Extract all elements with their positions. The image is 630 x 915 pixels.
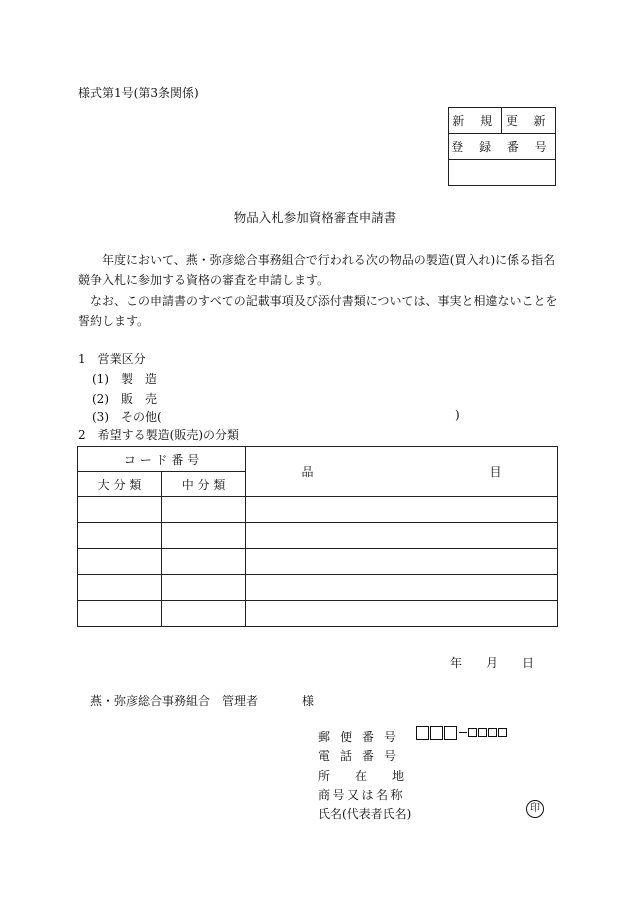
document-title: 物品入札参加資格審査申請書	[233, 210, 397, 225]
other-close-paren: )	[455, 408, 460, 422]
large-category-cell[interactable]	[78, 575, 162, 601]
date-month: 月	[486, 656, 499, 670]
postal-dash	[459, 732, 467, 733]
seal-mark-icon: 印	[526, 800, 544, 818]
phone-label: 電話番号	[318, 749, 407, 763]
form-number: 様式第1号(第3条関係)	[78, 86, 199, 100]
item-cell[interactable]	[246, 549, 558, 575]
addressee: 燕・弥彦総合事務組合 管理者	[90, 694, 259, 708]
code-number-header: コ ー ド 番 号	[78, 447, 246, 472]
table-row	[78, 601, 558, 627]
medium-category-cell[interactable]	[162, 601, 246, 627]
date-day: 日	[522, 656, 535, 670]
large-category-header: 大 分 類	[78, 472, 162, 497]
address-label: 所在地	[318, 769, 430, 783]
postal-digit-box	[444, 726, 457, 740]
medium-category-cell[interactable]	[162, 549, 246, 575]
registration-box	[448, 107, 556, 186]
table-row	[78, 575, 558, 601]
registration-number-label: 登 録 番 号	[449, 134, 556, 160]
item-cell[interactable]	[246, 497, 558, 523]
section2-heading: 2 希望する製造(販売)の分類	[78, 428, 239, 442]
representative-label: 氏名(代表者氏名)	[318, 807, 412, 821]
business-type-other: (3) その他(	[92, 410, 162, 424]
medium-category-cell[interactable]	[162, 575, 246, 601]
item-cell[interactable]	[246, 523, 558, 549]
item-header-left: 品	[301, 465, 314, 479]
postal-digit-box	[498, 728, 507, 737]
postal-digit-box	[478, 728, 487, 737]
table-row	[78, 549, 558, 575]
business-type-manufacture: (1) 製 造	[92, 372, 157, 386]
large-category-cell[interactable]	[78, 601, 162, 627]
postal-digit-box	[416, 726, 429, 740]
item-cell[interactable]	[246, 575, 558, 601]
medium-category-header: 中 分 類	[162, 472, 246, 497]
medium-category-cell[interactable]	[162, 497, 246, 523]
item-header	[246, 447, 558, 497]
classification-table	[77, 446, 558, 627]
postal-digit-box	[488, 728, 497, 737]
postal-digit-box	[468, 728, 477, 737]
registration-number-field[interactable]	[449, 160, 556, 186]
company-name-label: 商号又は名称	[318, 788, 406, 802]
renew-registration-cell: 更 新	[502, 108, 556, 134]
item-header-right: 目	[489, 465, 502, 479]
application-paragraph: 年度において、燕・弥彦総合事務組合で行われる次の物品の製造(買入れ)に係る指名競争入札に参加する資格の審査を申請します。	[78, 253, 556, 287]
postal-code-field[interactable]	[416, 725, 508, 740]
date-year: 年	[450, 656, 463, 670]
table-row	[78, 523, 558, 549]
medium-category-cell[interactable]	[162, 523, 246, 549]
postal-label: 郵便番号	[318, 730, 407, 744]
large-category-cell[interactable]	[78, 523, 162, 549]
large-category-cell[interactable]	[78, 497, 162, 523]
pledge-paragraph: なお、この申請書のすべての記載事項及び添付書類については、事実と相違ないことを誓約します。	[78, 294, 558, 328]
large-category-cell[interactable]	[78, 549, 162, 575]
table-row	[78, 497, 558, 523]
section1-heading: 1 営業区分	[78, 352, 146, 366]
business-type-sales: (2) 販 売	[92, 392, 157, 406]
new-registration-cell: 新 規	[449, 108, 502, 134]
postal-digit-box	[430, 726, 443, 740]
item-cell[interactable]	[246, 601, 558, 627]
honorific: 様	[302, 694, 315, 708]
